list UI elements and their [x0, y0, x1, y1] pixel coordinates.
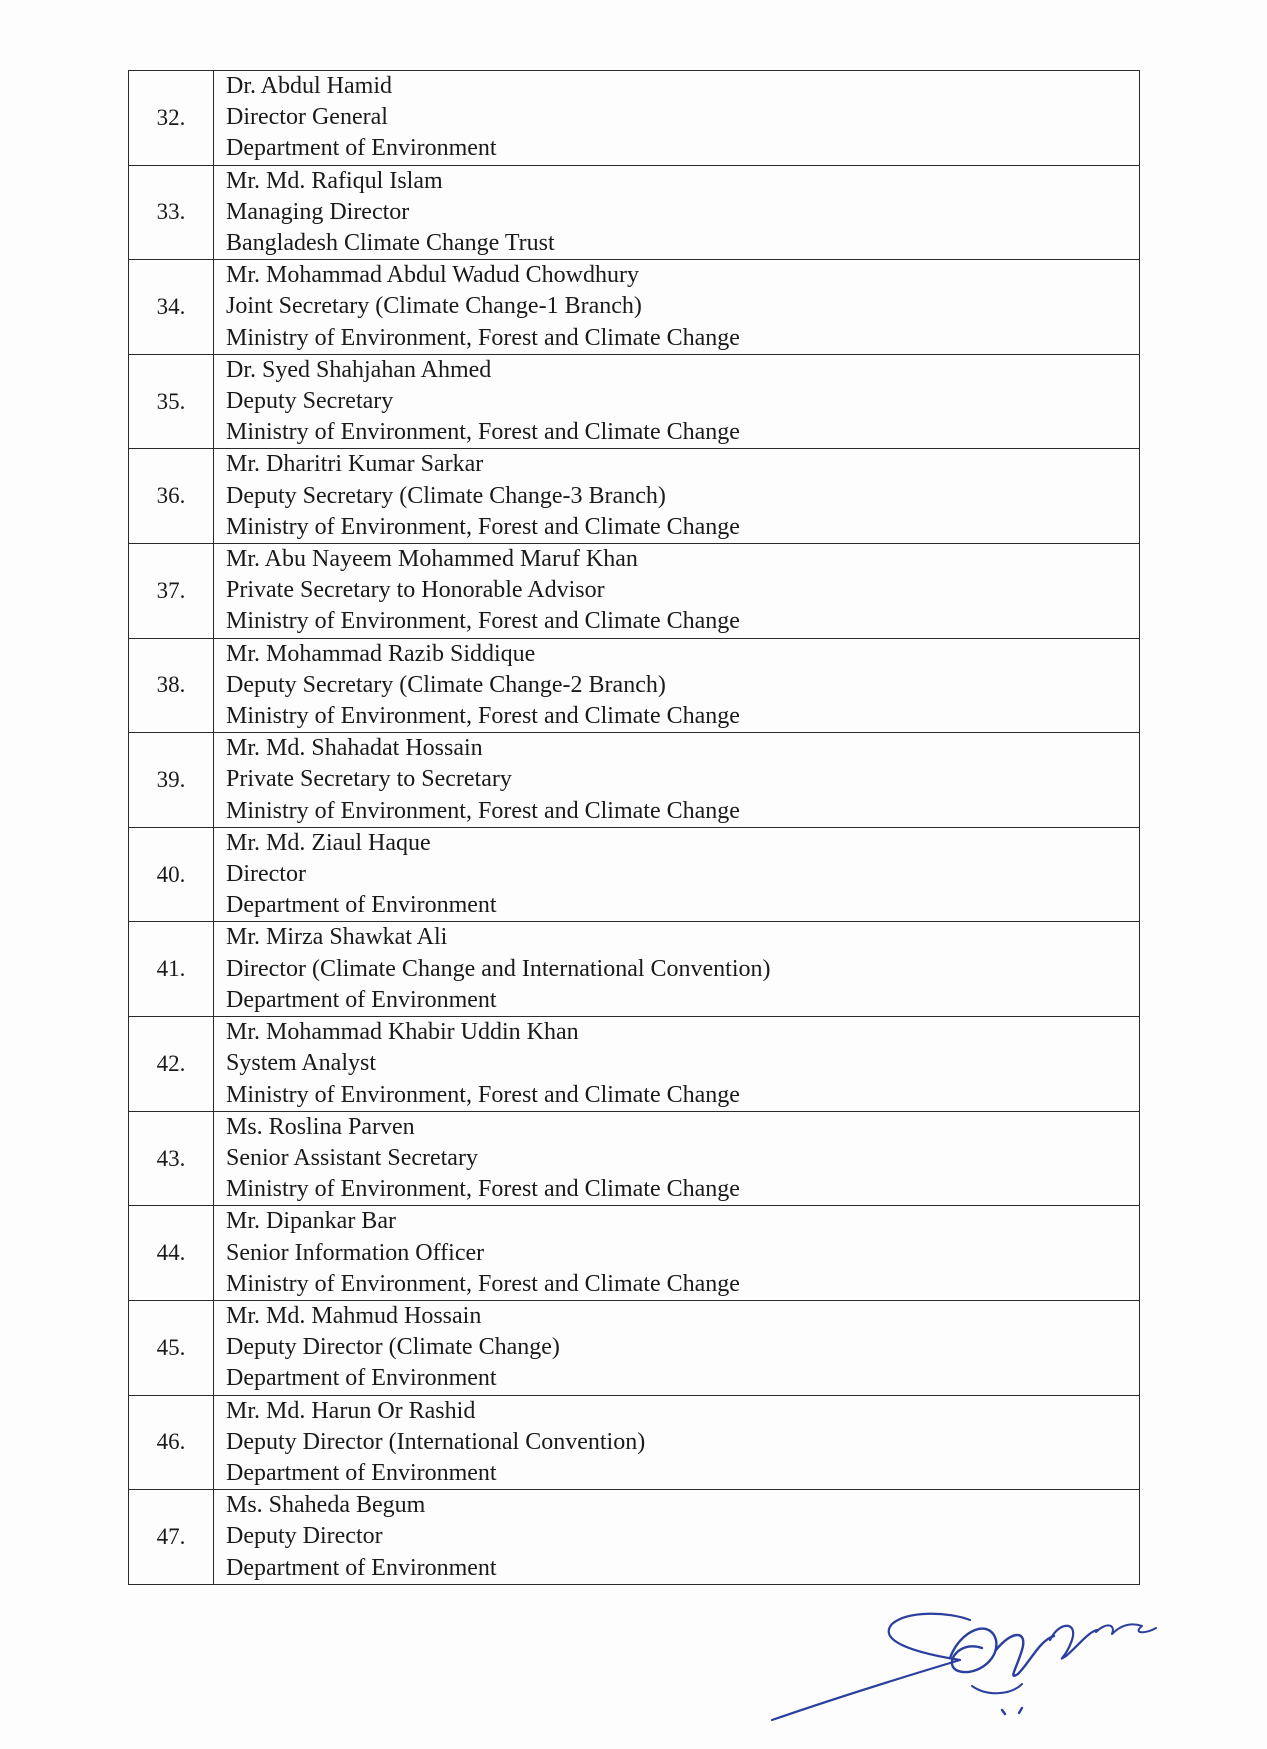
- participant-name: Mr. Dipankar Bar: [226, 1208, 396, 1235]
- participant-designation: Joint Secretary (Climate Change-1 Branch): [226, 293, 642, 320]
- participant-name: Mr. Mirza Shawkat Ali: [226, 924, 448, 951]
- participant-designation: Director: [226, 861, 306, 888]
- table-row: [129, 1017, 1140, 1112]
- participant-details: [214, 1395, 1140, 1490]
- participant-designation: Deputy Secretary (Climate Change-2 Branch): [226, 671, 666, 698]
- table-row: [129, 1395, 1140, 1490]
- participant-details: [214, 71, 1140, 166]
- participant-designation: Senior Information Officer: [226, 1239, 485, 1266]
- participant-list: [128, 70, 1140, 1585]
- participant-name: Dr. Syed Shahjahan Ahmed: [226, 356, 492, 383]
- participant-details: [214, 1017, 1140, 1112]
- serial-number: 43.: [129, 1111, 214, 1206]
- participant-designation: Director General: [226, 104, 388, 131]
- participant-details: [214, 449, 1140, 544]
- table-row: [129, 1206, 1140, 1301]
- serial-number: 38.: [129, 638, 214, 733]
- participant-designation: Deputy Director (Climate Change): [226, 1334, 560, 1361]
- participant-details: [214, 1206, 1140, 1301]
- participant-designation: Deputy Director (International Convention): [226, 1428, 646, 1455]
- serial-number: 35.: [129, 354, 214, 449]
- signature-stroke: [772, 1614, 970, 1720]
- table-row: [129, 260, 1140, 355]
- participant-name: Mr. Abu Nayeem Mohammed Maruf Khan: [226, 546, 638, 573]
- participant-details: [214, 260, 1140, 355]
- participant-name: Ms. Shaheda Begum: [226, 1492, 426, 1519]
- participant-name: Mr. Md. Rafiqul Islam: [226, 167, 443, 194]
- signature-dot: [1019, 1708, 1022, 1713]
- participant-organization: Department of Environment: [226, 986, 497, 1013]
- participant-details: [214, 733, 1140, 828]
- participant-details: [214, 1300, 1140, 1395]
- table-row: [129, 1111, 1140, 1206]
- table-row: [129, 165, 1140, 260]
- participant-organization: Department of Environment: [226, 892, 497, 919]
- serial-number: 47.: [129, 1490, 214, 1585]
- participant-organization: Ministry of Environment, Forest and Climate Change: [226, 1081, 740, 1108]
- serial-number: 33.: [129, 165, 214, 260]
- participant-designation: Director (Climate Change and International Convention): [226, 955, 771, 982]
- participant-organization: Bangladesh Climate Change Trust: [226, 230, 555, 257]
- participant-designation: Private Secretary to Secretary: [226, 766, 512, 793]
- participant-details: [214, 1111, 1140, 1206]
- participant-designation: Deputy Secretary: [226, 388, 394, 415]
- participant-organization: Ministry of Environment, Forest and Climate Change: [226, 608, 740, 635]
- table-row: [129, 827, 1140, 922]
- participant-organization: Ministry of Environment, Forest and Climate Change: [226, 513, 740, 540]
- serial-number: 46.: [129, 1395, 214, 1490]
- participant-designation: System Analyst: [226, 1050, 377, 1077]
- table-row: [129, 733, 1140, 828]
- participant-organization: Ministry of Environment, Forest and Climate Change: [226, 324, 740, 351]
- signature-stroke: [996, 1635, 1054, 1676]
- participant-table: [128, 70, 1140, 1585]
- participant-name: Mr. Mohammad Razib Siddique: [226, 640, 536, 667]
- participant-name: Mr. Mohammad Khabir Uddin Khan: [226, 1019, 579, 1046]
- serial-number: 37.: [129, 544, 214, 639]
- participant-organization: Ministry of Environment, Forest and Climate Change: [226, 703, 740, 730]
- serial-number: 36.: [129, 449, 214, 544]
- table-row: [129, 71, 1140, 166]
- participant-details: [214, 354, 1140, 449]
- table-row: [129, 354, 1140, 449]
- participant-name: Dr. Abdul Hamid: [226, 73, 392, 99]
- participant-details: [214, 827, 1140, 922]
- participant-designation: Deputy Secretary (Climate Change-3 Branch): [226, 482, 666, 509]
- signature-stroke: [1050, 1626, 1098, 1659]
- participant-name: Mr. Dharitri Kumar Sarkar: [226, 451, 484, 478]
- participant-details: [214, 544, 1140, 639]
- table-row: [129, 922, 1140, 1017]
- participant-organization: Department of Environment: [226, 1365, 497, 1392]
- participant-name: Mr. Md. Shahadat Hossain: [226, 735, 483, 762]
- serial-number: 41.: [129, 922, 214, 1017]
- table-row: [129, 1300, 1140, 1395]
- participant-table-body: [129, 71, 1140, 1585]
- handwritten-signature: [760, 1600, 1180, 1730]
- serial-number: 45.: [129, 1300, 214, 1395]
- participant-designation: Private Secretary to Honorable Advisor: [226, 577, 605, 604]
- serial-number: 39.: [129, 733, 214, 828]
- participant-details: [214, 165, 1140, 260]
- participant-organization: Ministry of Environment, Forest and Climate Change: [226, 419, 740, 446]
- serial-number: 42.: [129, 1017, 214, 1112]
- signature-stroke: [1096, 1624, 1156, 1634]
- serial-number: 34.: [129, 260, 214, 355]
- participant-name: Ms. Roslina Parven: [226, 1113, 415, 1140]
- participant-organization: Ministry of Environment, Forest and Climate Change: [226, 1270, 740, 1297]
- participant-organization: Ministry of Environment, Forest and Climate Change: [226, 797, 740, 824]
- table-row: [129, 544, 1140, 639]
- table-row: [129, 638, 1140, 733]
- signature-stroke: [972, 1684, 1022, 1693]
- table-row: [129, 449, 1140, 544]
- serial-number: 44.: [129, 1206, 214, 1301]
- participant-organization: Department of Environment: [226, 1554, 497, 1581]
- participant-name: Mr. Mohammad Abdul Wadud Chowdhury: [226, 262, 639, 289]
- participant-name: Mr. Md. Harun Or Rashid: [226, 1397, 476, 1424]
- participant-name: Mr. Md. Ziaul Haque: [226, 829, 431, 856]
- serial-number: 40.: [129, 827, 214, 922]
- participant-designation: Deputy Director: [226, 1523, 383, 1550]
- participant-organization: Department of Environment: [226, 1459, 497, 1486]
- participant-designation: Senior Assistant Secretary: [226, 1144, 478, 1171]
- participant-details: [214, 1490, 1140, 1585]
- serial-number: 32.: [129, 71, 214, 166]
- participant-organization: Ministry of Environment, Forest and Climate Change: [226, 1176, 740, 1203]
- table-row: [129, 1490, 1140, 1585]
- participant-details: [214, 922, 1140, 1017]
- participant-designation: Managing Director: [226, 198, 410, 225]
- signature-dot: [1002, 1710, 1005, 1714]
- signature-stroke: [950, 1629, 996, 1672]
- participant-name: Mr. Md. Mahmud Hossain: [226, 1302, 482, 1329]
- participant-details: [214, 638, 1140, 733]
- participant-organization: Department of Environment: [226, 135, 497, 162]
